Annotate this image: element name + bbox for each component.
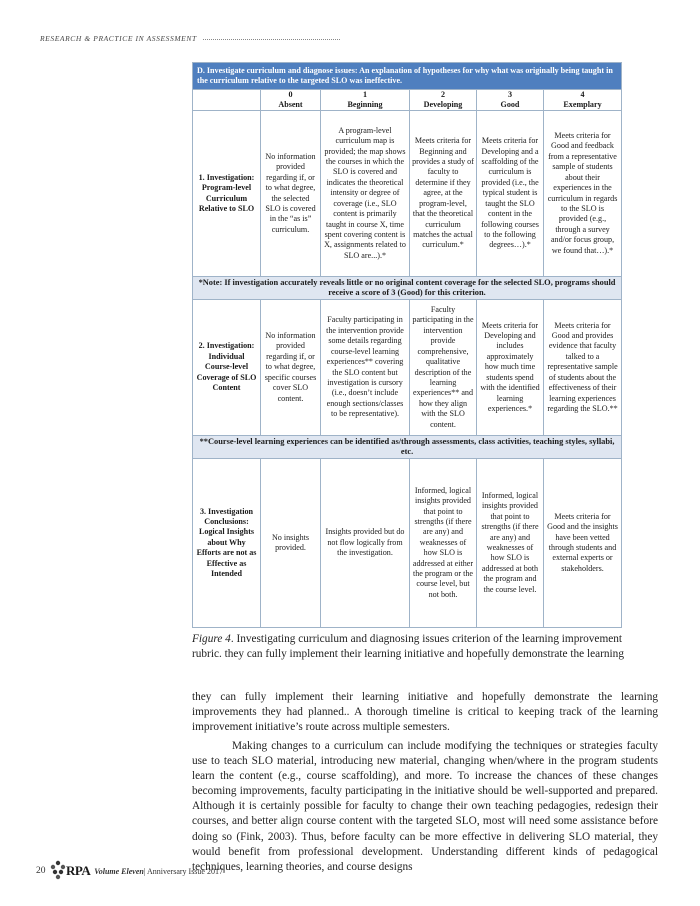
blank-header-cell: [193, 90, 261, 111]
row-3-level-1: Insights provided but do not flow logically from the investigation.: [321, 459, 410, 628]
rubric-note-1: *Note: If investigation accurately reveals little or no original content coverage for the selected SLO, programs should receive a score of 3 (Good) for this criterion.: [193, 277, 622, 300]
figure-caption-text: . Investigating curriculum and diagnosing issues criterion of the learning improvement rubric. they can fully implement their learning initiative and hopefully demonstrate the learning: [192, 633, 624, 660]
row-2-level-1: Faculty participating in the intervention provide some details regarding course-level learning experiences** covering the SLO content but investigation is cursory (i.e., doesn’t include enough sections/classes to be representative).: [321, 300, 410, 436]
criterion-3: 3. Investigation Conclusions: Logical Insights about Why Efforts are not as Effective as Intended: [193, 459, 261, 628]
rubric-row-2: [193, 300, 622, 436]
page-number: 20: [36, 866, 46, 876]
level-header-1: 1 Beginning: [321, 90, 410, 111]
page-footer: [36, 856, 336, 886]
rpa-logo-text: RPA: [66, 863, 91, 878]
criterion-2: 2. Investigation: Individual Course-level Coverage of SLO Content: [193, 300, 261, 436]
row-3-level-2: Informed, logical insights provided that point to strengths (if there are any) and weaknesses of how SLO is addressed at either the program or the course level, but not both.: [410, 459, 477, 628]
rubric-note-2: **Course-level learning experiences can be identified as/through assessments, class activities, teaching styles, syllabi, etc.: [193, 436, 622, 459]
row-2-level-3: Meets criteria for Developing and includes approximately how much time students spend with the identified learning experiences.*: [477, 300, 544, 436]
figure-caption: [192, 632, 640, 662]
header-dotted-rule: [203, 39, 340, 40]
running-title: RESEARCH & PRACTICE IN ASSESSMENT: [40, 34, 197, 43]
row-3-level-0: No insights provided.: [261, 459, 321, 628]
row-1-level-0: No information provided regarding if, or to what degree, the selected SLO is covered in the “as is” curriculum.: [261, 111, 321, 277]
row-1-level-4: Meets criteria for Good and feedback from a representative sample of students about their experiences in the curriculum in regards to the SLO is provided (e.g., through a survey and/or focus group, we found that…).*: [544, 111, 622, 277]
rpa-logo-icon: [50, 860, 66, 882]
body-paragraph-1: they can fully implement their learning initiative and hopefully demonstrate the learning improvements they had planned.. A thorough timeline is critical to keeping track of the learning improvement initiative’s route across multiple semesters.: [192, 691, 658, 734]
rubric-table: [192, 62, 622, 628]
level-header-0: 0 Absent: [261, 90, 321, 111]
row-3-level-4: Meets criteria for Good and the insights have been vetted through students and external experts or stakeholders.: [544, 459, 622, 628]
row-2-level-2: Faculty participating in the intervention provide comprehensive, qualitative description of the learning experiences** and how they align with the SLO content.: [410, 300, 477, 436]
issue-label: | Anniversary Issue 2017: [143, 866, 223, 876]
criterion-1: 1. Investigation: Program-level Curriculum Relative to SLO: [193, 111, 261, 277]
row-1-level-2: Meets criteria for Beginning and provides a study of faculty to determine if they agree, at the program-level, that the theoretical curriculum matches the actual curriculum.*: [410, 111, 477, 277]
level-header-2: 2 Developing: [410, 90, 477, 111]
level-header-3: 3 Good: [477, 90, 544, 111]
row-3-level-3: Informed, logical insights provided that point to strengths (if there are any) and weaknesses of how SLO is addressed at both the program and the course level.: [477, 459, 544, 628]
volume-label: Volume Eleven: [94, 866, 144, 876]
running-header: [40, 34, 340, 43]
row-1-level-1: A program-level curriculum map is provided; the map shows the courses in which the SLO is covered and indicates the theoretical intensity or degree of coverage (i.e., SLO content is primarily taught in course X, time spent covering content is X, assignments related to SLO are...).*: [321, 111, 410, 277]
rpa-logo: [50, 860, 90, 882]
level-header-row: [193, 90, 622, 111]
row-2-level-4: Meets criteria for Good and provides evidence that faculty talked to a representative sample of students about the effectiveness of their learning experiences regarding the SLO.**: [544, 300, 622, 436]
row-2-level-0: No information provided regarding if, or to what degree, specific courses cover SLO content.: [261, 300, 321, 436]
rubric-row-3: [193, 459, 622, 628]
rubric-title: D. Investigate curriculum and diagnose issues: An explanation of hypotheses for why what was originally being taught in the curriculum relative to the targeted SLO was ineffective.: [193, 63, 622, 90]
row-1-level-3: Meets criteria for Developing and a scaffolding of the curriculum is provided (i.e., the typical student is taught the SLO content in the following courses to the following degrees…).*: [477, 111, 544, 277]
body-paragraph-2: Making changes to a curriculum can include modifying the techniques or strategies faculty use to teach SLO material, introducing new material, changing when/where in the program students learn the content (e.g., course scaffolding), and more. To increase the chances of these changes becoming improvements, faculty participating in the initiative should be well-supported and prepared. Although it is certainly possible for faculty to change their own teaching pedagogies, redesign their courses, and better align course content with the targeted SLO, most will need some assistance before doing so (Fink, 2003). Thus, before faculty can be more effective in delivering SLO material, they would benefit from professional development. Understanding different kinds of pedagogical techniques, learning theories, and course designs: [192, 740, 658, 873]
rubric-row-1: [193, 111, 622, 277]
level-header-4: 4 Exemplary: [544, 90, 622, 111]
figure-label: Figure 4: [192, 633, 231, 645]
